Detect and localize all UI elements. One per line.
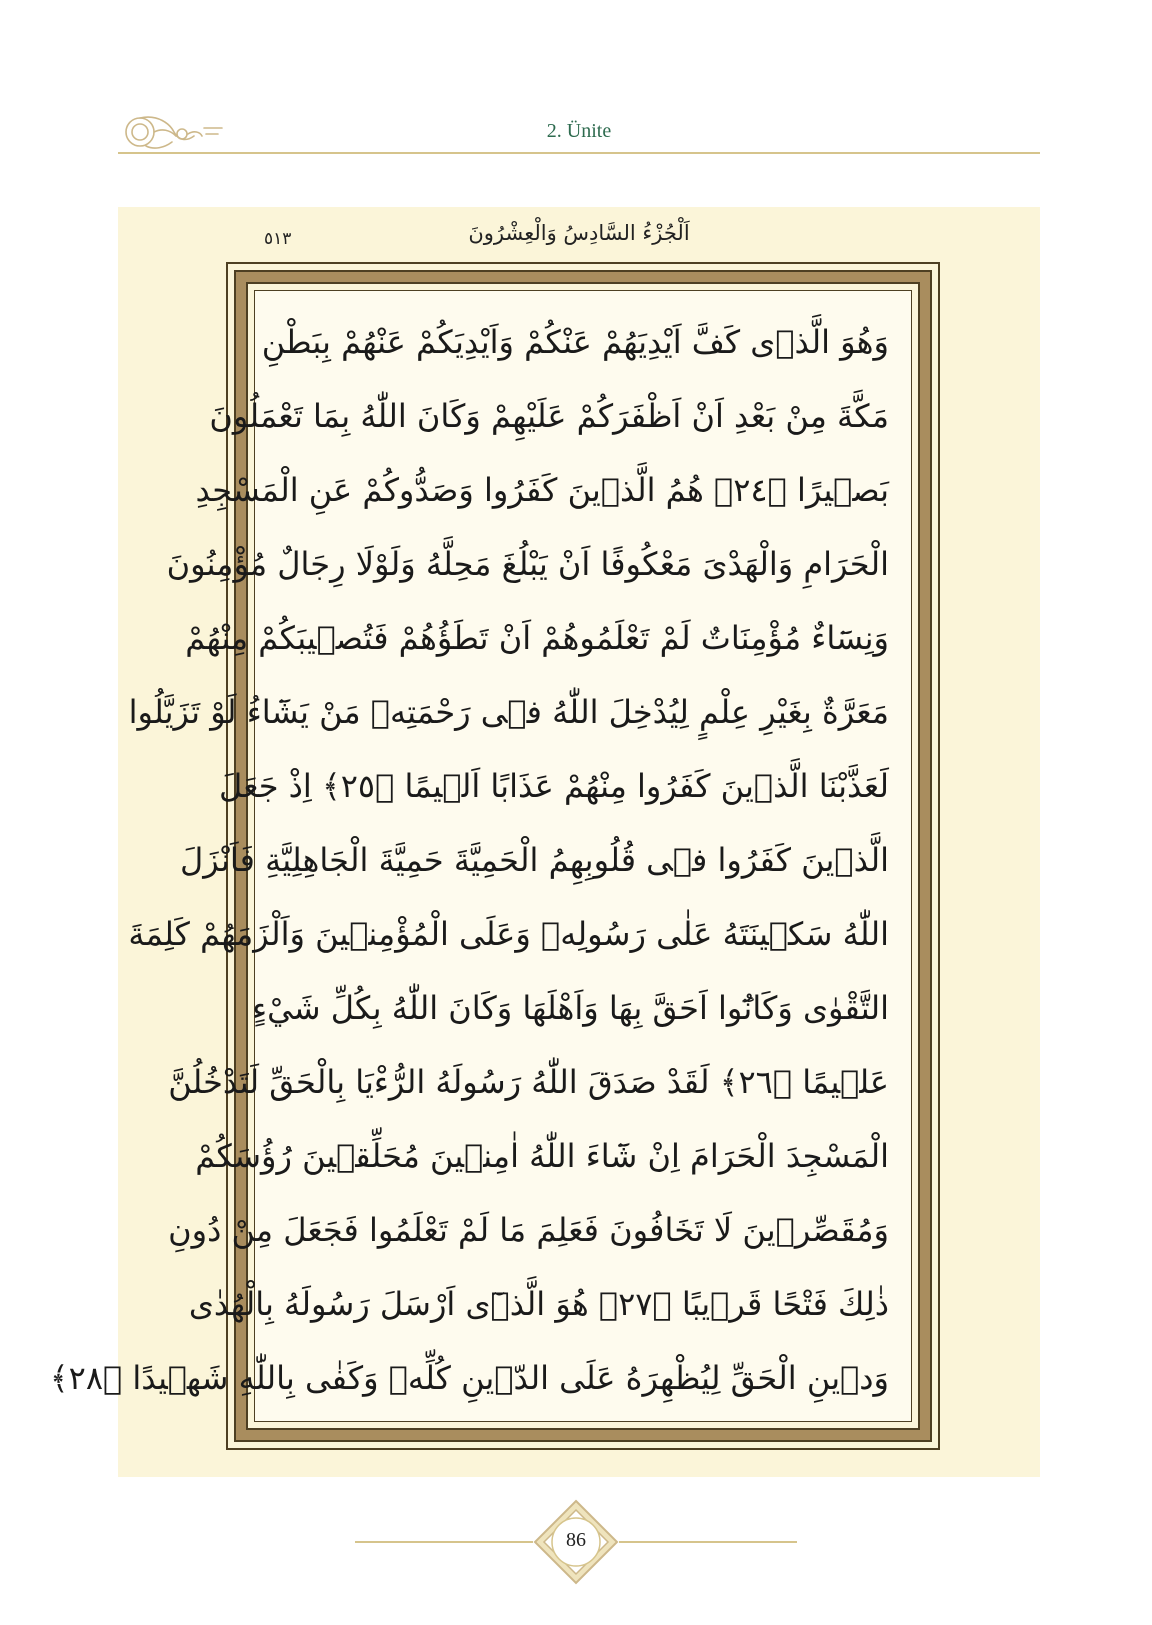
verse-line: لَعَذَّبْنَا الَّذٖينَ كَفَرُوا مِنْهُمْ عَذَابًا اَلٖيمًا ﴿٢٥﴾ اِذْ جَعَلَ bbox=[219, 767, 889, 805]
frame-band bbox=[49, 270, 932, 1442]
verse-line: وَنِسَٓاءٌ مُؤْمِنَاتٌ لَمْ تَعْلَمُوهُمْ اَنْ تَطَؤُهُمْ فَتُصٖيبَكُمْ مِنْهُمْ bbox=[185, 619, 889, 657]
verse-line: وَمُقَصِّرٖينَ لَا تَخَافُونَ فَعَلِمَ مَا لَمْ تَعْلَمُوا فَجَعَلَ مِنْ دُونِ bbox=[168, 1211, 889, 1249]
frame-inner bbox=[49, 282, 920, 1430]
verse-lines bbox=[49, 305, 889, 1415]
diamond-page-badge-icon bbox=[531, 1497, 621, 1587]
verse-line: التَّقْوٰى وَكَانُٓوا اَحَقَّ بِهَا وَاَهْلَهَا وَكَانَ اللّٰهُ بِكُلِّ شَيْءٍ bbox=[252, 989, 889, 1027]
verse-line: عَلٖيمًا ﴿٢٦﴾ لَقَدْ صَدَقَ اللّٰهُ رَسُولَهُ الرُّءْيَا بِالْحَقِّ لَتَدْخُلُنَّ bbox=[168, 1063, 889, 1101]
verse-line: ذٰلِكَ فَتْحًا قَرٖيبًا ﴿٢٧﴾ هُوَ الَّذٖٓى اَرْسَلَ رَسُولَهُ بِالْهُدٰى bbox=[188, 1285, 889, 1323]
mushaf-page-number: ٥١٣ bbox=[264, 229, 292, 249]
juz-title: اَلْجُزْءُ السَّادِسُ وَالْعِشْرُونَ bbox=[468, 221, 690, 245]
verse-line: الَّذٖينَ كَفَرُوا فٖى قُلُوبِهِمُ الْحَمِيَّةَ حَمِيَّةَ الْجَاهِلِيَّةِ فَاَنْزَلَ bbox=[180, 841, 889, 879]
verse-line: وَدٖينِ الْحَقِّ لِيُظْهِرَهُ عَلَى الدّٖينِ كُلِّهٖ وَكَفٰى بِاللّٰهِ شَهٖيدًا ﴿٢٨﴾ bbox=[49, 1359, 889, 1397]
unit-title: 2. Ünite bbox=[546, 120, 612, 142]
verse-line: الْمَسْجِدَ الْحَرَامَ اِنْ شَٓاءَ اللّٰهُ اٰمِنٖينَ مُحَلِّقٖينَ رُؤُسَكُمْ bbox=[195, 1137, 889, 1175]
header-divider bbox=[118, 152, 1040, 154]
page-number: 86 bbox=[566, 1529, 586, 1551]
page-header bbox=[118, 100, 1040, 156]
verse-line: بَصٖيرًا ﴿٢٤﴾ هُمُ الَّذٖينَ كَفَرُوا وَصَدُّوكُمْ عَنِ الْمَسْجِدِ bbox=[195, 471, 889, 509]
verse-line: مَعَرَّةٌ بِغَيْرِ عِلْمٍ لِيُدْخِلَ اللّٰهُ فٖى رَحْمَتِهٖ مَنْ يَشَٓاءُ لَوْ تَزَيَّلُوا bbox=[128, 693, 889, 731]
verse-line: اللّٰهُ سَكٖينَتَهُ عَلٰى رَسُولِهٖ وَعَلَى الْمُؤْمِنٖينَ وَاَلْزَمَهُمْ كَلِمَةَ bbox=[128, 915, 889, 953]
verse-line: وَهُوَ الَّذٖى كَفَّ اَيْدِيَهُمْ عَنْكُمْ وَاَيْدِيَكُمْ عَنْهُمْ بِبَطْنِ bbox=[261, 323, 889, 361]
footer-rule-left bbox=[355, 1541, 533, 1543]
verse-text-area bbox=[49, 290, 912, 1422]
verse-line: مَكَّةَ مِنْ بَعْدِ اَنْ اَظْفَرَكُمْ عَلَيْهِمْ وَكَانَ اللّٰهُ بِمَا تَعْمَلُونَ bbox=[209, 397, 889, 435]
verse-line: الْحَرَامِ وَالْهَدْىَ مَعْكُوفًا اَنْ يَبْلُغَ مَحِلَّهُ وَلَوْلَا رِجَالٌ مُؤْمِنُونَ bbox=[166, 545, 889, 583]
footer-rule-right bbox=[619, 1541, 797, 1543]
decorative-frame bbox=[49, 262, 940, 1450]
mushaf-page-panel bbox=[49, 207, 1040, 1477]
